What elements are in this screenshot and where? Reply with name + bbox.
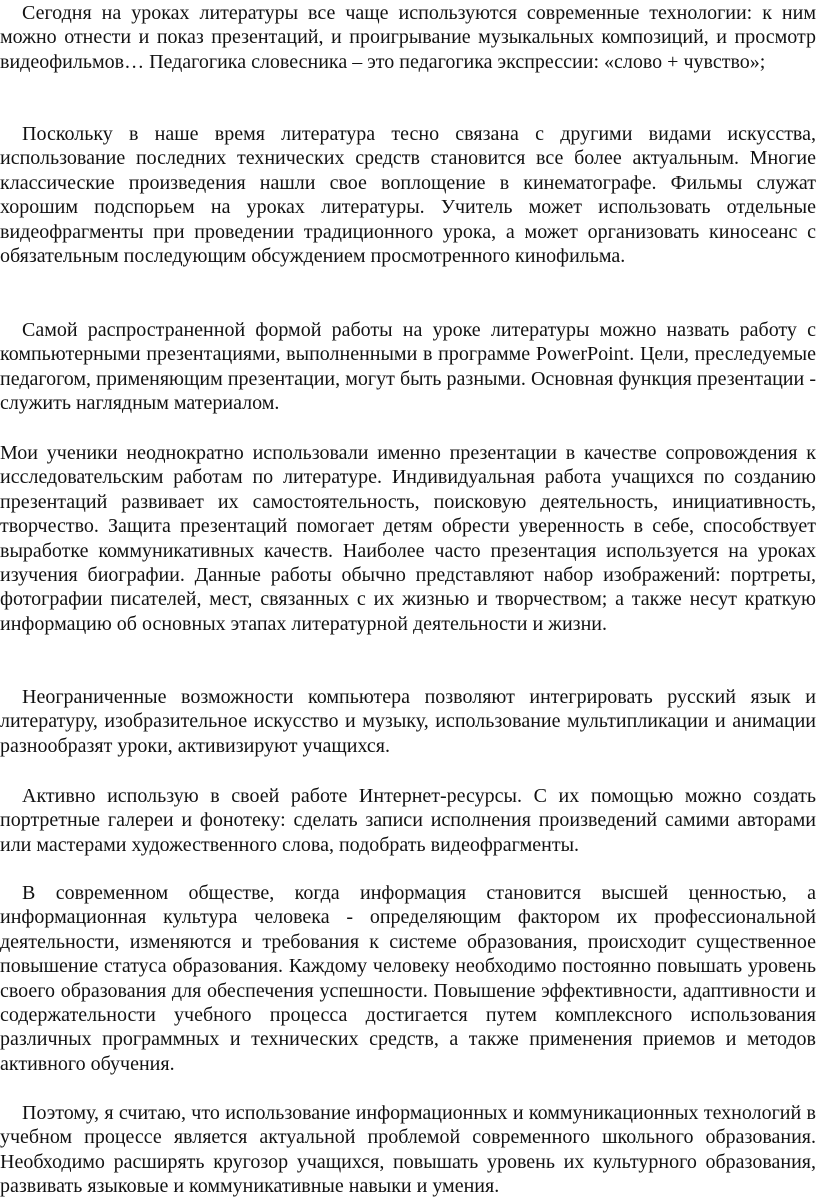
paragraph-4: Мои ученики неоднократно использовали именно презентации в качестве сопровождения к исследовательским работам по литературе. Индивидуальная работа учащихся по созданию презентаций развивает их самостоятельность, поисковую деятельность, инициативность, творчество. Защита презентаций помогает детям обрести уверенность в себе, способствует выработке коммуникативных качеств. Наиболее часто презентация используется на уроках изучения биографии. Данные работы обычно представляют набор изображений: портреты, фотографии писателей, мест, связанных с их жизнью и творчеством; а также несут краткую информацию об основных этапах литературной деятельности и жизни. [0,442,816,635]
paragraph-5: Неограниченные возможности компьютера позволяют интегрировать русский язык и литературу, изобразительное искусство и музыку, использование мультипликации и анимации разнообразят уроки, активизируют учащихся. [0,686,816,757]
paragraph-8: Поэтому, я считаю, что использование информационных и коммуникационных технологий в учебном процессе является актуальной проблемой современного школьного образования. Необходимо расширять кругозор учащихся, повышать уровень их культурного образования, развивать языковые и коммуникативные навыки и умения. [0,1102,816,1198]
paragraph-7: В современном обществе, когда информация становится высшей ценностью, а информационная культура человека - определяющим фактором их профессиональной деятельности, изменяются и требования к системе образования, происходит существенное повышение статуса образования. Каждому человеку необходимо постоянно повышать уровень своего образования для обеспечения успешности. Повышение эффективности, адаптивности и содержательности учебного процесса достигается путем комплексного использования различных программных и технических средств, а также применения приемов и методов активного обучения. [0,882,816,1075]
paragraph-2: Поскольку в наше время литература тесно связана с другими видами искусства, использование последних технических средств становится все более актуальным. Многие классические произведения нашли свое воплощение в кинематографе. Фильмы служат хорошим подспорьем на уроках литературы. Учитель может использовать отдельные видеофрагменты при проведении традиционного урока, а может организовать киносеанс с обязательным последующим обсуждением просмотренного кинофильма. [0,123,816,268]
paragraph-3: Самой распространенной формой работы на уроке литературы можно назвать работу с компьютерными презентациями, выполненными в программе PowerPoint. Цели, преследуемые педагогом, применяющим презентации, могут быть разными. Основная функция презентации - служить наглядным материалом. [0,319,816,415]
paragraph-6: Активно использую в своей работе Интернет-ресурсы. С их помощью можно создать портретные галереи и фонотеку: сделать записи исполнения произведений самими авторами или мастерами художественного слова, подобрать видеофрагменты. [0,785,816,856]
paragraph-1: Сегодня на уроках литературы все чаще используются современные технологии: к ним можно отнести и показ презентаций, и проигрывание музыкальных композиций, и просмотр видеофильмов… Педагогика словесника – это педагогика экспрессии: «слово + чувство»; [0,2,816,73]
